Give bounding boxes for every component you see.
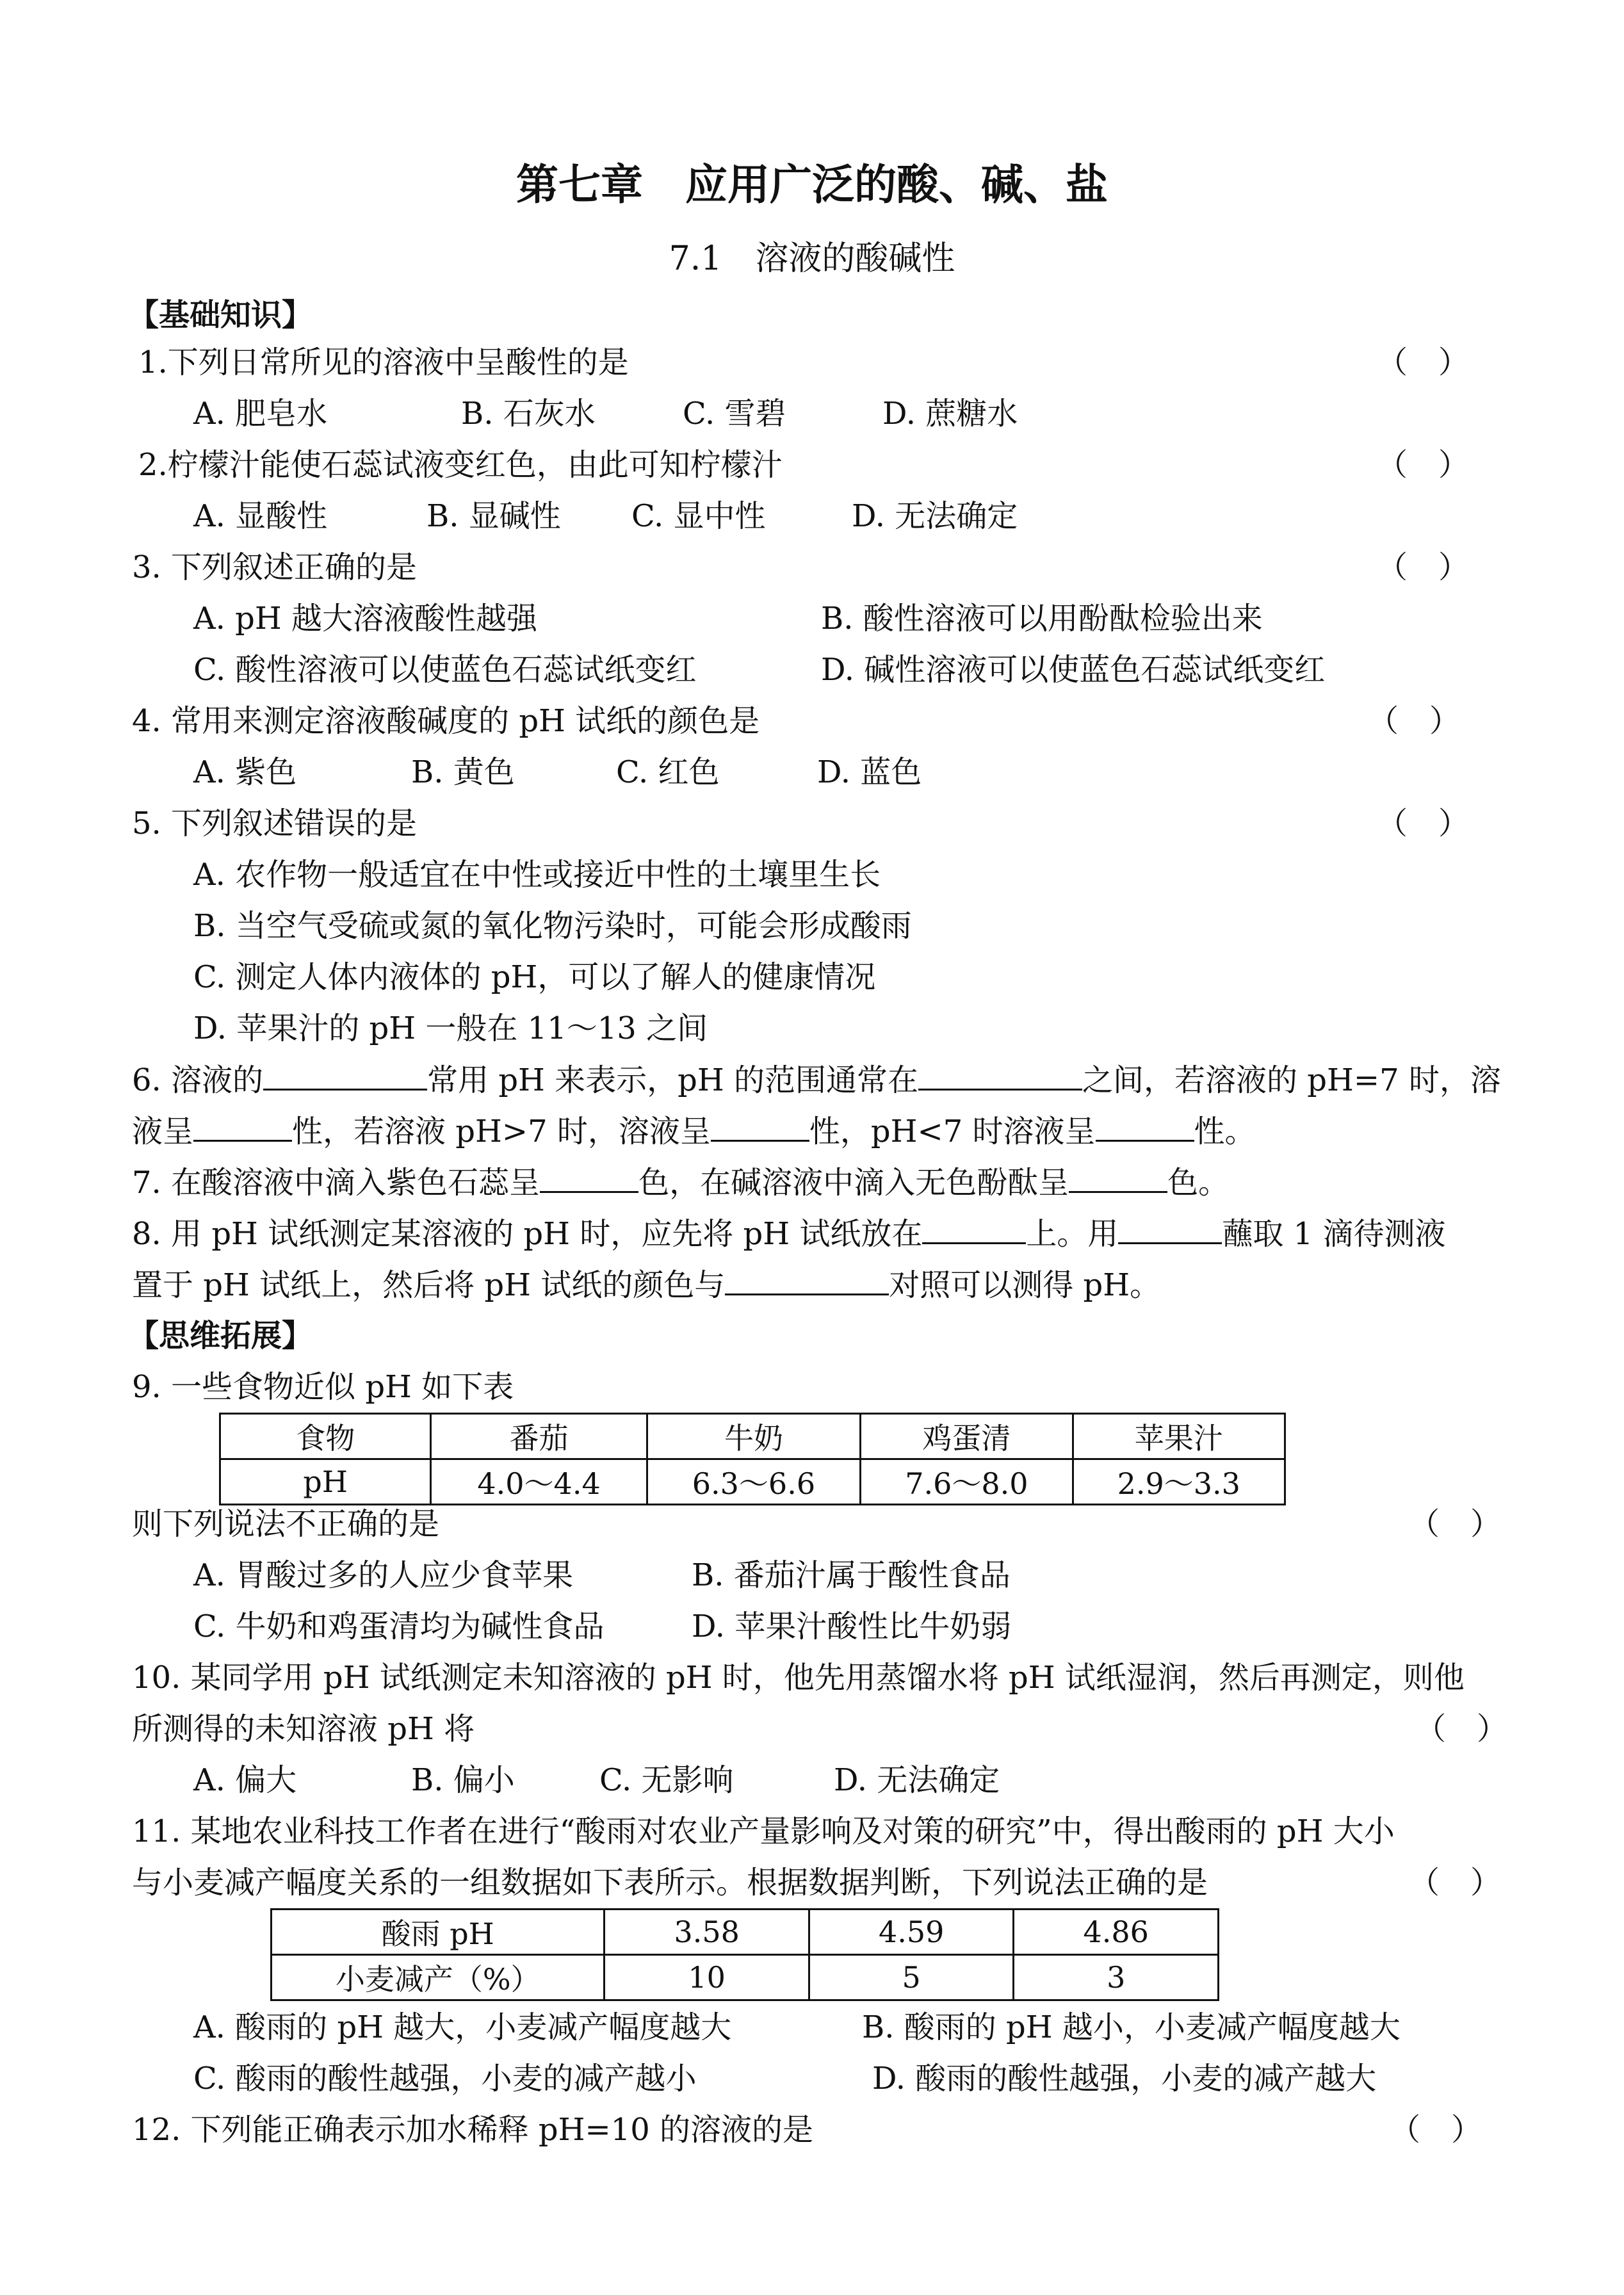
- q7-text-1: 7. 在酸溶液中滴入紫色石蕊呈: [132, 1165, 540, 1201]
- q7-blank-1[interactable]: [540, 1163, 638, 1193]
- q7-text-2: 色，在碱溶液中滴入无色酚酞呈: [638, 1165, 1069, 1201]
- section-subtitle: 7.1 溶液的酸碱性: [669, 239, 955, 278]
- q6-text-6: 性，pH<7 时溶液呈: [809, 1114, 1096, 1149]
- q2-option-c: C. 显中性: [631, 498, 766, 534]
- table-cell: 食物: [220, 1414, 431, 1459]
- food-ph-table: [219, 1413, 1286, 1505]
- question-8-line-2: [132, 1265, 1160, 1304]
- table-cell: 鸡蛋清: [861, 1414, 1073, 1459]
- q6-blank-3[interactable]: [193, 1112, 292, 1142]
- q3-option-d: D. 碱性溶液可以使蓝色石蕊试纸变红: [821, 652, 1326, 688]
- q11-option-c: C. 酸雨的酸性越强，小麦的减产越小: [193, 2061, 697, 2096]
- table-cell: 4.86: [1014, 1910, 1219, 1955]
- table-row: [220, 1459, 1285, 1505]
- table-cell: 牛奶: [647, 1414, 860, 1459]
- answer-paren-4[interactable]: （ ）: [1368, 703, 1461, 739]
- q8-text-2: 上。用: [1026, 1216, 1119, 1252]
- q4-option-d: D. 蓝色: [817, 754, 922, 790]
- section-heading-basic: 【基础知识】: [128, 297, 313, 333]
- q6-text-7: 性。: [1194, 1114, 1256, 1149]
- table-cell: 3.58: [605, 1910, 809, 1955]
- q10-option-b: B. 偏小: [411, 1762, 515, 1798]
- table-row: [272, 1910, 1219, 1955]
- q6-blank-1[interactable]: [263, 1060, 427, 1091]
- table-row: [220, 1414, 1285, 1459]
- answer-paren-9[interactable]: （ ）: [1409, 1506, 1502, 1542]
- q10-option-c: C. 无影响: [599, 1762, 734, 1798]
- question-6-line-2: [132, 1112, 1256, 1151]
- question-2-stem: 2.柠檬汁能使石蕊试液变红色，由此可知柠檬汁: [138, 447, 783, 483]
- q5-option-b: B. 当空气受硫或氮的氧化物污染时，可能会形成酸雨: [193, 908, 912, 944]
- question-11-line-2: 与小麦减产幅度关系的一组数据如下表所示。根据数据判断，下列说法正确的是: [132, 1865, 1208, 1901]
- q7-text-3: 色。: [1167, 1165, 1230, 1201]
- answer-paren-3[interactable]: （ ）: [1377, 549, 1470, 585]
- q3-option-b: B. 酸性溶液可以用酚酞检验出来: [821, 601, 1263, 637]
- q4-option-b: B. 黄色: [411, 754, 515, 790]
- answer-paren-10[interactable]: （ ）: [1415, 1711, 1508, 1747]
- q9-option-c: C. 牛奶和鸡蛋清均为碱性食品: [193, 1609, 605, 1644]
- q6-text-2: 常用 pH 来表示，pH 的范围通常在: [427, 1062, 919, 1098]
- q1-option-a: A. 肥皂水: [193, 396, 328, 432]
- q11-option-a: A. 酸雨的 pH 越大，小麦减产幅度越大: [193, 2009, 732, 2045]
- q1-option-b: B. 石灰水: [461, 396, 596, 432]
- q8-blank-3[interactable]: [725, 1265, 889, 1295]
- table-cell: 6.3～6.6: [647, 1459, 860, 1505]
- question-7: [132, 1163, 1229, 1202]
- table-cell: 5: [809, 1955, 1014, 2000]
- question-6-line-1: [132, 1060, 1501, 1099]
- table-cell: 番茄: [431, 1414, 647, 1459]
- section-heading-extension: 【思维拓展】: [128, 1318, 313, 1354]
- answer-paren-5[interactable]: （ ）: [1377, 806, 1470, 841]
- table-cell: 4.59: [809, 1910, 1014, 1955]
- question-8-line-1: [132, 1214, 1445, 1253]
- table-row: [272, 1955, 1219, 2000]
- table-cell: 酸雨 pH: [272, 1910, 605, 1955]
- q5-option-d: D. 苹果汁的 pH 一般在 11～13 之间: [193, 1010, 708, 1046]
- table-cell: 10: [605, 1955, 809, 2000]
- question-12-stem: 12. 下列能正确表示加水稀释 pH=10 的溶液的是: [132, 2112, 813, 2148]
- q2-option-b: B. 显碱性: [426, 498, 561, 534]
- table-cell: 苹果汁: [1073, 1414, 1285, 1459]
- q6-text-1: 6. 溶液的: [132, 1062, 264, 1098]
- table-cell: 小麦减产（%）: [272, 1955, 605, 2000]
- question-10-line-2: 所测得的未知溶液 pH 将: [132, 1711, 475, 1747]
- answer-paren-11[interactable]: （ ）: [1409, 1865, 1502, 1901]
- q9-option-b: B. 番茄汁属于酸性食品: [692, 1557, 1011, 1593]
- q3-option-c: C. 酸性溶液可以使蓝色石蕊试纸变红: [193, 652, 697, 688]
- q10-option-a: A. 偏大: [193, 1762, 297, 1798]
- q5-option-a: A. 农作物一般适宜在中性或接近中性的土壤里生长: [193, 857, 881, 893]
- q10-option-d: D. 无法确定: [834, 1762, 1000, 1798]
- q3-option-a: A. pH 越大溶液酸性越强: [193, 601, 538, 637]
- q2-option-d: D. 无法确定: [852, 498, 1018, 534]
- q7-blank-2[interactable]: [1069, 1163, 1167, 1193]
- question-9-stem: 9. 一些食物近似 pH 如下表: [132, 1369, 514, 1405]
- q9-option-a: A. 胃酸过多的人应少食苹果: [193, 1557, 574, 1593]
- q8-text-5: 对照可以测得 pH。: [889, 1267, 1161, 1303]
- question-9-ask: 则下列说法不正确的是: [132, 1506, 440, 1542]
- question-1-stem: 1.下列日常所见的溶液中呈酸性的是: [138, 345, 629, 380]
- q1-option-c: C. 雪碧: [683, 396, 786, 432]
- q8-text-1: 8. 用 pH 试纸测定某溶液的 pH 时，应先将 pH 试纸放在: [132, 1216, 923, 1252]
- table-cell: 2.9～3.3: [1073, 1459, 1285, 1505]
- q6-blank-5[interactable]: [1096, 1112, 1194, 1142]
- q11-option-b: B. 酸雨的 pH 越小，小麦减产幅度越大: [862, 2009, 1401, 2045]
- answer-paren-1[interactable]: （ ）: [1377, 345, 1470, 380]
- q5-option-c: C. 测定人体内液体的 pH，可以了解人的健康情况: [193, 959, 876, 995]
- q6-blank-2[interactable]: [918, 1060, 1082, 1091]
- q11-option-d: D. 酸雨的酸性越强，小麦的减产越大: [872, 2061, 1377, 2096]
- table-cell: 3: [1014, 1955, 1219, 2000]
- q8-blank-2[interactable]: [1118, 1214, 1222, 1244]
- q8-text-4: 置于 pH 试纸上，然后将 pH 试纸的颜色与: [132, 1267, 726, 1303]
- q6-text-4: 液呈: [132, 1114, 194, 1149]
- q2-option-a: A. 显酸性: [193, 498, 328, 534]
- q4-option-a: A. 紫色: [193, 754, 297, 790]
- q8-blank-1[interactable]: [922, 1214, 1026, 1244]
- question-11-line-1: 11. 某地农业科技工作者在进行“酸雨对农业产量影响及对策的研究”中，得出酸雨的 pH 大小: [132, 1813, 1395, 1849]
- chapter-title: 第七章 应用广泛的酸、碱、盐: [516, 159, 1108, 209]
- question-3-stem: 3. 下列叙述正确的是: [132, 549, 418, 585]
- acid-rain-table: [270, 1908, 1219, 2001]
- q4-option-c: C. 红色: [616, 754, 720, 790]
- table-cell: 7.6～8.0: [861, 1459, 1073, 1505]
- q6-text-5: 性，若溶液 pH>7 时，溶液呈: [292, 1114, 711, 1149]
- q6-blank-4[interactable]: [711, 1112, 809, 1142]
- q9-option-d: D. 苹果汁酸性比牛奶弱: [692, 1609, 1012, 1644]
- question-10-line-1: 10. 某同学用 pH 试纸测定未知溶液的 pH 时，他先用蒸馏水将 pH 试纸湿润，然后再测定，则他: [132, 1660, 1465, 1696]
- answer-paren-12[interactable]: （ ）: [1390, 2112, 1482, 2148]
- q8-text-3: 蘸取 1 滴待测液: [1222, 1216, 1446, 1252]
- question-5-stem: 5. 下列叙述错误的是: [132, 806, 418, 841]
- question-4-stem: 4. 常用来测定溶液酸碱度的 pH 试纸的颜色是: [132, 703, 760, 739]
- table-cell: 4.0～4.4: [431, 1459, 647, 1505]
- q6-text-3: 之间，若溶液的 pH=7 时，溶: [1082, 1062, 1501, 1098]
- table-cell: pH: [220, 1459, 431, 1505]
- answer-paren-2[interactable]: （ ）: [1377, 447, 1470, 483]
- q1-option-d: D. 蔗糖水: [882, 396, 1018, 432]
